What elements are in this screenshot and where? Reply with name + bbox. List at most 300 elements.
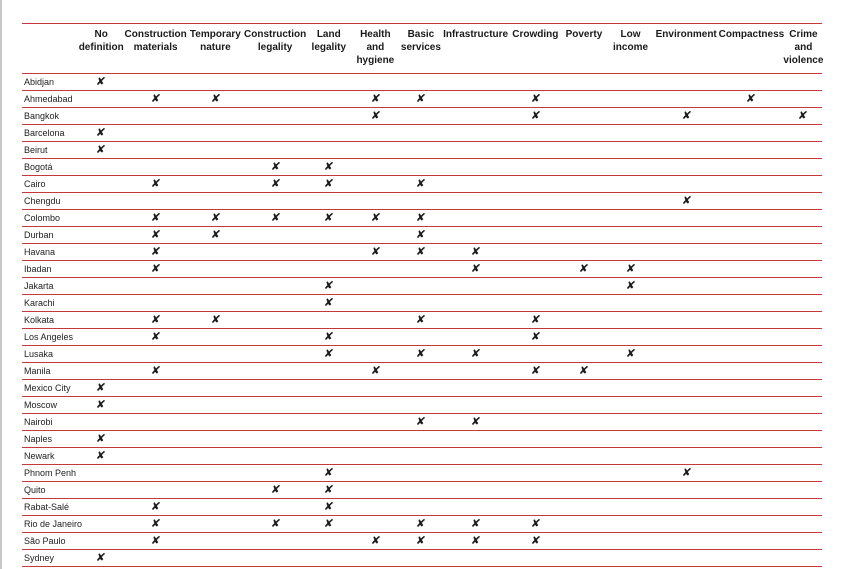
criteria-cell-no-definition bbox=[79, 482, 124, 499]
column-header-label: Poverty bbox=[565, 29, 603, 40]
criteria-cell-crowding bbox=[510, 448, 561, 465]
criteria-cell-compactness bbox=[719, 278, 784, 295]
criteria-cell-construction-legality bbox=[243, 142, 308, 159]
criteria-cell-infrastructure bbox=[441, 431, 510, 448]
criteria-cell-poverty bbox=[561, 482, 608, 499]
criteria-cell-health-hygiene bbox=[350, 210, 401, 227]
cross-mark-icon: ✘ bbox=[150, 330, 162, 343]
criteria-cell-no-definition bbox=[79, 465, 124, 482]
criteria-cell-crowding bbox=[510, 414, 561, 431]
criteria-cell-crime-violence bbox=[783, 91, 822, 108]
cross-mark-icon: ✘ bbox=[470, 245, 482, 258]
cross-mark-icon: ✘ bbox=[529, 92, 541, 105]
criteria-cell-crime-violence bbox=[783, 295, 822, 312]
criteria-cell-basic-services bbox=[401, 465, 442, 482]
criteria-cell-construction-materials bbox=[123, 312, 188, 329]
criteria-cell-low-income bbox=[607, 329, 654, 346]
criteria-cell-construction-legality bbox=[243, 176, 308, 193]
criteria-cell-construction-materials bbox=[123, 125, 188, 142]
criteria-cell-crime-violence bbox=[783, 482, 822, 499]
criteria-cell-infrastructure bbox=[441, 74, 510, 91]
criteria-cell-construction-materials bbox=[123, 431, 188, 448]
criteria-cell-crowding bbox=[510, 142, 561, 159]
cross-mark-icon: ✘ bbox=[323, 160, 335, 173]
criteria-cell-temporary-nature bbox=[188, 533, 243, 550]
criteria-cell-poverty bbox=[561, 125, 608, 142]
criteria-cell-crowding bbox=[510, 312, 561, 329]
city-name: Rabat-Salé bbox=[24, 502, 70, 512]
criteria-cell-health-hygiene bbox=[350, 295, 401, 312]
criteria-cell-environment bbox=[654, 210, 719, 227]
criteria-cell-poverty bbox=[561, 346, 608, 363]
criteria-cell-land-legality bbox=[308, 380, 351, 397]
cross-mark-icon: ✘ bbox=[323, 296, 335, 309]
criteria-cell-construction-materials bbox=[123, 295, 188, 312]
criteria-cell-poverty bbox=[561, 550, 608, 567]
criteria-cell-construction-legality bbox=[243, 193, 308, 210]
cross-mark-icon: ✘ bbox=[150, 500, 162, 513]
criteria-cell-construction-materials bbox=[123, 244, 188, 261]
header-city-blank bbox=[22, 24, 79, 74]
criteria-cell-no-definition bbox=[79, 533, 124, 550]
cross-mark-icon: ✘ bbox=[529, 330, 541, 343]
cross-mark-icon: ✘ bbox=[680, 109, 692, 122]
column-header-basic-services bbox=[401, 24, 442, 74]
criteria-cell-crowding bbox=[510, 499, 561, 516]
cross-mark-icon: ✘ bbox=[415, 313, 427, 326]
criteria-cell-environment bbox=[654, 227, 719, 244]
criteria-cell-no-definition bbox=[79, 193, 124, 210]
criteria-cell-construction-materials bbox=[123, 533, 188, 550]
cross-mark-icon: ✘ bbox=[529, 313, 541, 326]
criteria-cell-crime-violence bbox=[783, 329, 822, 346]
criteria-cell-temporary-nature bbox=[188, 142, 243, 159]
criteria-cell-basic-services bbox=[401, 329, 442, 346]
column-header-low-income bbox=[607, 24, 654, 74]
cross-mark-icon: ✘ bbox=[415, 177, 427, 190]
criteria-cell-poverty bbox=[561, 108, 608, 125]
criteria-cell-temporary-nature bbox=[188, 74, 243, 91]
criteria-cell-health-hygiene bbox=[350, 465, 401, 482]
criteria-cell-health-hygiene bbox=[350, 142, 401, 159]
criteria-cell-temporary-nature bbox=[188, 550, 243, 567]
criteria-cell-crowding bbox=[510, 550, 561, 567]
criteria-cell-infrastructure bbox=[441, 516, 510, 533]
city-name: Moscow bbox=[24, 400, 58, 410]
criteria-cell-compactness bbox=[719, 142, 784, 159]
criteria-cell-health-hygiene bbox=[350, 159, 401, 176]
criteria-cell-basic-services bbox=[401, 431, 442, 448]
criteria-cell-land-legality bbox=[308, 499, 351, 516]
cross-mark-icon: ✘ bbox=[415, 347, 427, 360]
criteria-cell-construction-materials bbox=[123, 210, 188, 227]
cross-mark-icon: ✘ bbox=[209, 228, 221, 241]
criteria-cell-temporary-nature bbox=[188, 193, 243, 210]
criteria-cell-crowding bbox=[510, 261, 561, 278]
criteria-cell-low-income bbox=[607, 91, 654, 108]
criteria-cell-infrastructure bbox=[441, 125, 510, 142]
criteria-cell-environment bbox=[654, 329, 719, 346]
criteria-cell-construction-materials bbox=[123, 380, 188, 397]
criteria-cell-low-income bbox=[607, 397, 654, 414]
criteria-cell-health-hygiene bbox=[350, 312, 401, 329]
criteria-cell-crowding bbox=[510, 516, 561, 533]
criteria-cell-crime-violence bbox=[783, 125, 822, 142]
criteria-cell-temporary-nature bbox=[188, 278, 243, 295]
criteria-cell-environment bbox=[654, 159, 719, 176]
criteria-cell-compactness bbox=[719, 193, 784, 210]
criteria-cell-crime-violence bbox=[783, 380, 822, 397]
criteria-cell-crime-violence bbox=[783, 74, 822, 91]
criteria-cell-construction-materials bbox=[123, 91, 188, 108]
criteria-cell-construction-legality bbox=[243, 431, 308, 448]
criteria-cell-poverty bbox=[561, 244, 608, 261]
criteria-cell-compactness bbox=[719, 74, 784, 91]
criteria-cell-low-income bbox=[607, 176, 654, 193]
criteria-cell-health-hygiene bbox=[350, 346, 401, 363]
criteria-cell-basic-services bbox=[401, 346, 442, 363]
criteria-cell-construction-materials bbox=[123, 346, 188, 363]
criteria-cell-low-income bbox=[607, 482, 654, 499]
criteria-cell-compactness bbox=[719, 414, 784, 431]
criteria-cell-infrastructure bbox=[441, 244, 510, 261]
column-header-temporary-nature bbox=[188, 24, 243, 74]
criteria-cell-infrastructure bbox=[441, 380, 510, 397]
table-row bbox=[22, 176, 822, 193]
city-name: Manila bbox=[24, 366, 51, 376]
criteria-cell-infrastructure bbox=[441, 363, 510, 380]
criteria-cell-basic-services bbox=[401, 448, 442, 465]
criteria-cell-no-definition bbox=[79, 363, 124, 380]
cross-mark-icon: ✘ bbox=[150, 517, 162, 530]
criteria-cell-compactness bbox=[719, 329, 784, 346]
criteria-cell-low-income bbox=[607, 210, 654, 227]
criteria-cell-basic-services bbox=[401, 482, 442, 499]
table-row bbox=[22, 312, 822, 329]
criteria-cell-crime-violence bbox=[783, 414, 822, 431]
criteria-cell-environment bbox=[654, 193, 719, 210]
criteria-cell-poverty bbox=[561, 295, 608, 312]
criteria-cell-crime-violence bbox=[783, 159, 822, 176]
criteria-cell-crowding bbox=[510, 346, 561, 363]
criteria-cell-temporary-nature bbox=[188, 346, 243, 363]
criteria-cell-poverty bbox=[561, 414, 608, 431]
criteria-cell-infrastructure bbox=[441, 108, 510, 125]
criteria-cell-environment bbox=[654, 142, 719, 159]
criteria-cell-environment bbox=[654, 244, 719, 261]
criteria-cell-basic-services bbox=[401, 227, 442, 244]
criteria-cell-compactness bbox=[719, 448, 784, 465]
criteria-cell-construction-materials bbox=[123, 227, 188, 244]
criteria-cell-no-definition bbox=[79, 431, 124, 448]
cross-mark-icon: ✘ bbox=[415, 517, 427, 530]
city-name: Los Angeles bbox=[24, 332, 74, 342]
criteria-cell-temporary-nature bbox=[188, 244, 243, 261]
criteria-cell-temporary-nature bbox=[188, 108, 243, 125]
table-row bbox=[22, 550, 822, 567]
criteria-cell-compactness bbox=[719, 499, 784, 516]
column-header-label: Basic services bbox=[400, 29, 441, 53]
criteria-cell-low-income bbox=[607, 431, 654, 448]
city-name: Karachi bbox=[24, 298, 55, 308]
cross-mark-icon: ✘ bbox=[323, 211, 335, 224]
table-row bbox=[22, 380, 822, 397]
criteria-cell-land-legality bbox=[308, 482, 351, 499]
table-row bbox=[22, 278, 822, 295]
cross-mark-icon: ✘ bbox=[680, 466, 692, 479]
cross-mark-icon: ✘ bbox=[323, 177, 335, 190]
column-header-label: Health and hygiene bbox=[356, 29, 395, 66]
criteria-cell-temporary-nature bbox=[188, 380, 243, 397]
column-header-label: Construction legality bbox=[244, 29, 307, 53]
criteria-cell-infrastructure bbox=[441, 278, 510, 295]
criteria-cell-crime-violence bbox=[783, 210, 822, 227]
criteria-cell-poverty bbox=[561, 278, 608, 295]
criteria-cell-temporary-nature bbox=[188, 227, 243, 244]
criteria-cell-low-income bbox=[607, 244, 654, 261]
city-name: Ibadan bbox=[24, 264, 52, 274]
criteria-cell-environment bbox=[654, 414, 719, 431]
city-name: Mexico City bbox=[24, 383, 71, 393]
criteria-cell-crime-violence bbox=[783, 312, 822, 329]
cross-mark-icon: ✘ bbox=[95, 449, 107, 462]
table-row bbox=[22, 125, 822, 142]
criteria-cell-poverty bbox=[561, 329, 608, 346]
column-header-compactness bbox=[719, 24, 784, 74]
column-header-label: Crime and violence bbox=[783, 29, 824, 66]
criteria-cell-no-definition bbox=[79, 210, 124, 227]
cross-mark-icon: ✘ bbox=[680, 194, 692, 207]
criteria-cell-environment bbox=[654, 431, 719, 448]
criteria-cell-infrastructure bbox=[441, 346, 510, 363]
cross-mark-icon: ✘ bbox=[150, 177, 162, 190]
cross-mark-icon: ✘ bbox=[269, 211, 281, 224]
city-name: Ahmedabad bbox=[24, 94, 73, 104]
cross-mark-icon: ✘ bbox=[209, 211, 221, 224]
criteria-cell-basic-services bbox=[401, 312, 442, 329]
cross-mark-icon: ✘ bbox=[797, 109, 809, 122]
criteria-cell-temporary-nature bbox=[188, 431, 243, 448]
cross-mark-icon: ✘ bbox=[470, 262, 482, 275]
criteria-cell-compactness bbox=[719, 550, 784, 567]
city-name: Rio de Janeiro bbox=[24, 519, 83, 529]
criteria-cell-poverty bbox=[561, 363, 608, 380]
cross-mark-icon: ✘ bbox=[323, 483, 335, 496]
cross-mark-icon: ✘ bbox=[415, 245, 427, 258]
criteria-cell-compactness bbox=[719, 108, 784, 125]
criteria-cell-basic-services bbox=[401, 516, 442, 533]
criteria-cell-construction-legality bbox=[243, 278, 308, 295]
column-header-environment bbox=[654, 24, 719, 74]
criteria-cell-poverty bbox=[561, 431, 608, 448]
column-header-label: Environment bbox=[655, 29, 717, 40]
criteria-cell-environment bbox=[654, 74, 719, 91]
table-row bbox=[22, 431, 822, 448]
cross-mark-icon: ✘ bbox=[529, 517, 541, 530]
table-row bbox=[22, 397, 822, 414]
criteria-cell-health-hygiene bbox=[350, 176, 401, 193]
criteria-cell-construction-legality bbox=[243, 346, 308, 363]
cross-mark-icon: ✘ bbox=[269, 160, 281, 173]
criteria-cell-infrastructure bbox=[441, 227, 510, 244]
criteria-cell-poverty bbox=[561, 91, 608, 108]
criteria-cell-low-income bbox=[607, 312, 654, 329]
criteria-cell-no-definition bbox=[79, 74, 124, 91]
table-row bbox=[22, 499, 822, 516]
criteria-cell-low-income bbox=[607, 74, 654, 91]
criteria-cell-temporary-nature bbox=[188, 176, 243, 193]
cross-mark-icon: ✘ bbox=[95, 551, 107, 564]
criteria-cell-construction-materials bbox=[123, 329, 188, 346]
column-header-label: Crowding bbox=[512, 29, 559, 40]
criteria-cell-land-legality bbox=[308, 74, 351, 91]
criteria-cell-land-legality bbox=[308, 448, 351, 465]
criteria-cell-low-income bbox=[607, 125, 654, 142]
criteria-cell-crime-violence bbox=[783, 363, 822, 380]
criteria-cell-land-legality bbox=[308, 261, 351, 278]
criteria-cell-construction-materials bbox=[123, 499, 188, 516]
criteria-cell-health-hygiene bbox=[350, 278, 401, 295]
criteria-cell-crowding bbox=[510, 176, 561, 193]
criteria-cell-crowding bbox=[510, 278, 561, 295]
criteria-cell-land-legality bbox=[308, 431, 351, 448]
criteria-cell-low-income bbox=[607, 159, 654, 176]
criteria-cell-construction-legality bbox=[243, 227, 308, 244]
criteria-cell-infrastructure bbox=[441, 533, 510, 550]
city-name: Bangkok bbox=[24, 111, 60, 121]
criteria-cell-compactness bbox=[719, 346, 784, 363]
criteria-cell-low-income bbox=[607, 278, 654, 295]
criteria-cell-health-hygiene bbox=[350, 91, 401, 108]
criteria-cell-crowding bbox=[510, 159, 561, 176]
criteria-cell-crowding bbox=[510, 431, 561, 448]
criteria-cell-land-legality bbox=[308, 295, 351, 312]
criteria-cell-low-income bbox=[607, 414, 654, 431]
criteria-cell-land-legality bbox=[308, 312, 351, 329]
criteria-cell-health-hygiene bbox=[350, 227, 401, 244]
column-header-land-legality bbox=[308, 24, 351, 74]
city-name: Naples bbox=[24, 434, 53, 444]
criteria-cell-crime-violence bbox=[783, 193, 822, 210]
criteria-cell-basic-services bbox=[401, 108, 442, 125]
criteria-cell-health-hygiene bbox=[350, 431, 401, 448]
cross-mark-icon: ✘ bbox=[150, 364, 162, 377]
criteria-cell-compactness bbox=[719, 533, 784, 550]
criteria-cell-no-definition bbox=[79, 176, 124, 193]
table-row bbox=[22, 227, 822, 244]
criteria-cell-land-legality bbox=[308, 414, 351, 431]
criteria-cell-no-definition bbox=[79, 499, 124, 516]
criteria-cell-construction-materials bbox=[123, 448, 188, 465]
criteria-cell-crime-violence bbox=[783, 516, 822, 533]
column-header-label: No definition bbox=[78, 29, 124, 53]
criteria-cell-construction-legality bbox=[243, 482, 308, 499]
criteria-cell-low-income bbox=[607, 295, 654, 312]
criteria-cell-health-hygiene bbox=[350, 244, 401, 261]
criteria-cell-construction-legality bbox=[243, 125, 308, 142]
criteria-cell-compactness bbox=[719, 159, 784, 176]
criteria-cell-health-hygiene bbox=[350, 261, 401, 278]
table-row bbox=[22, 363, 822, 380]
criteria-cell-environment bbox=[654, 108, 719, 125]
cross-mark-icon: ✘ bbox=[369, 245, 381, 258]
cross-mark-icon: ✘ bbox=[323, 330, 335, 343]
criteria-cell-health-hygiene bbox=[350, 380, 401, 397]
column-header-label: Low income bbox=[613, 29, 649, 53]
table-row bbox=[22, 465, 822, 482]
criteria-cell-land-legality bbox=[308, 329, 351, 346]
city-name: Chengdu bbox=[24, 196, 61, 206]
criteria-cell-temporary-nature bbox=[188, 516, 243, 533]
criteria-cell-infrastructure bbox=[441, 414, 510, 431]
column-header-poverty bbox=[561, 24, 608, 74]
criteria-cell-temporary-nature bbox=[188, 465, 243, 482]
criteria-cell-health-hygiene bbox=[350, 125, 401, 142]
cross-mark-icon: ✘ bbox=[529, 534, 541, 547]
criteria-cell-low-income bbox=[607, 108, 654, 125]
cross-mark-icon: ✘ bbox=[369, 211, 381, 224]
criteria-cell-temporary-nature bbox=[188, 363, 243, 380]
cross-mark-icon: ✘ bbox=[95, 432, 107, 445]
criteria-cell-basic-services bbox=[401, 210, 442, 227]
cross-mark-icon: ✘ bbox=[369, 364, 381, 377]
criteria-cell-construction-materials bbox=[123, 516, 188, 533]
city-name: Nairobi bbox=[24, 417, 53, 427]
criteria-cell-crime-violence bbox=[783, 278, 822, 295]
city-name: Quito bbox=[24, 485, 46, 495]
cross-mark-icon: ✘ bbox=[95, 381, 107, 394]
cross-mark-icon: ✘ bbox=[529, 364, 541, 377]
criteria-cell-construction-legality bbox=[243, 448, 308, 465]
criteria-cell-compactness bbox=[719, 210, 784, 227]
criteria-cell-construction-legality bbox=[243, 499, 308, 516]
criteria-cell-poverty bbox=[561, 516, 608, 533]
table-body bbox=[22, 74, 822, 567]
criteria-cell-construction-legality bbox=[243, 533, 308, 550]
criteria-cell-construction-legality bbox=[243, 363, 308, 380]
criteria-cell-construction-materials bbox=[123, 74, 188, 91]
cross-mark-icon: ✘ bbox=[323, 466, 335, 479]
criteria-cell-land-legality bbox=[308, 108, 351, 125]
criteria-cell-construction-materials bbox=[123, 397, 188, 414]
column-header-health-hygiene bbox=[350, 24, 401, 74]
criteria-cell-environment bbox=[654, 482, 719, 499]
cross-mark-icon: ✘ bbox=[415, 534, 427, 547]
cross-mark-icon: ✘ bbox=[150, 313, 162, 326]
city-name: Beirut bbox=[24, 145, 48, 155]
cross-mark-icon: ✘ bbox=[578, 262, 590, 275]
criteria-cell-environment bbox=[654, 176, 719, 193]
city-name: São Paulo bbox=[24, 536, 66, 546]
criteria-cell-temporary-nature bbox=[188, 312, 243, 329]
criteria-cell-environment bbox=[654, 125, 719, 142]
criteria-cell-no-definition bbox=[79, 91, 124, 108]
criteria-cell-low-income bbox=[607, 465, 654, 482]
cross-mark-icon: ✘ bbox=[150, 245, 162, 258]
criteria-cell-crime-violence bbox=[783, 533, 822, 550]
cross-mark-icon: ✘ bbox=[150, 211, 162, 224]
criteria-cell-construction-materials bbox=[123, 414, 188, 431]
criteria-cell-health-hygiene bbox=[350, 550, 401, 567]
criteria-cell-infrastructure bbox=[441, 142, 510, 159]
criteria-cell-construction-materials bbox=[123, 482, 188, 499]
city-name: Bogotá bbox=[24, 162, 53, 172]
criteria-cell-low-income bbox=[607, 142, 654, 159]
criteria-cell-crime-violence bbox=[783, 431, 822, 448]
criteria-cell-poverty bbox=[561, 448, 608, 465]
criteria-cell-environment bbox=[654, 533, 719, 550]
criteria-cell-compactness bbox=[719, 295, 784, 312]
